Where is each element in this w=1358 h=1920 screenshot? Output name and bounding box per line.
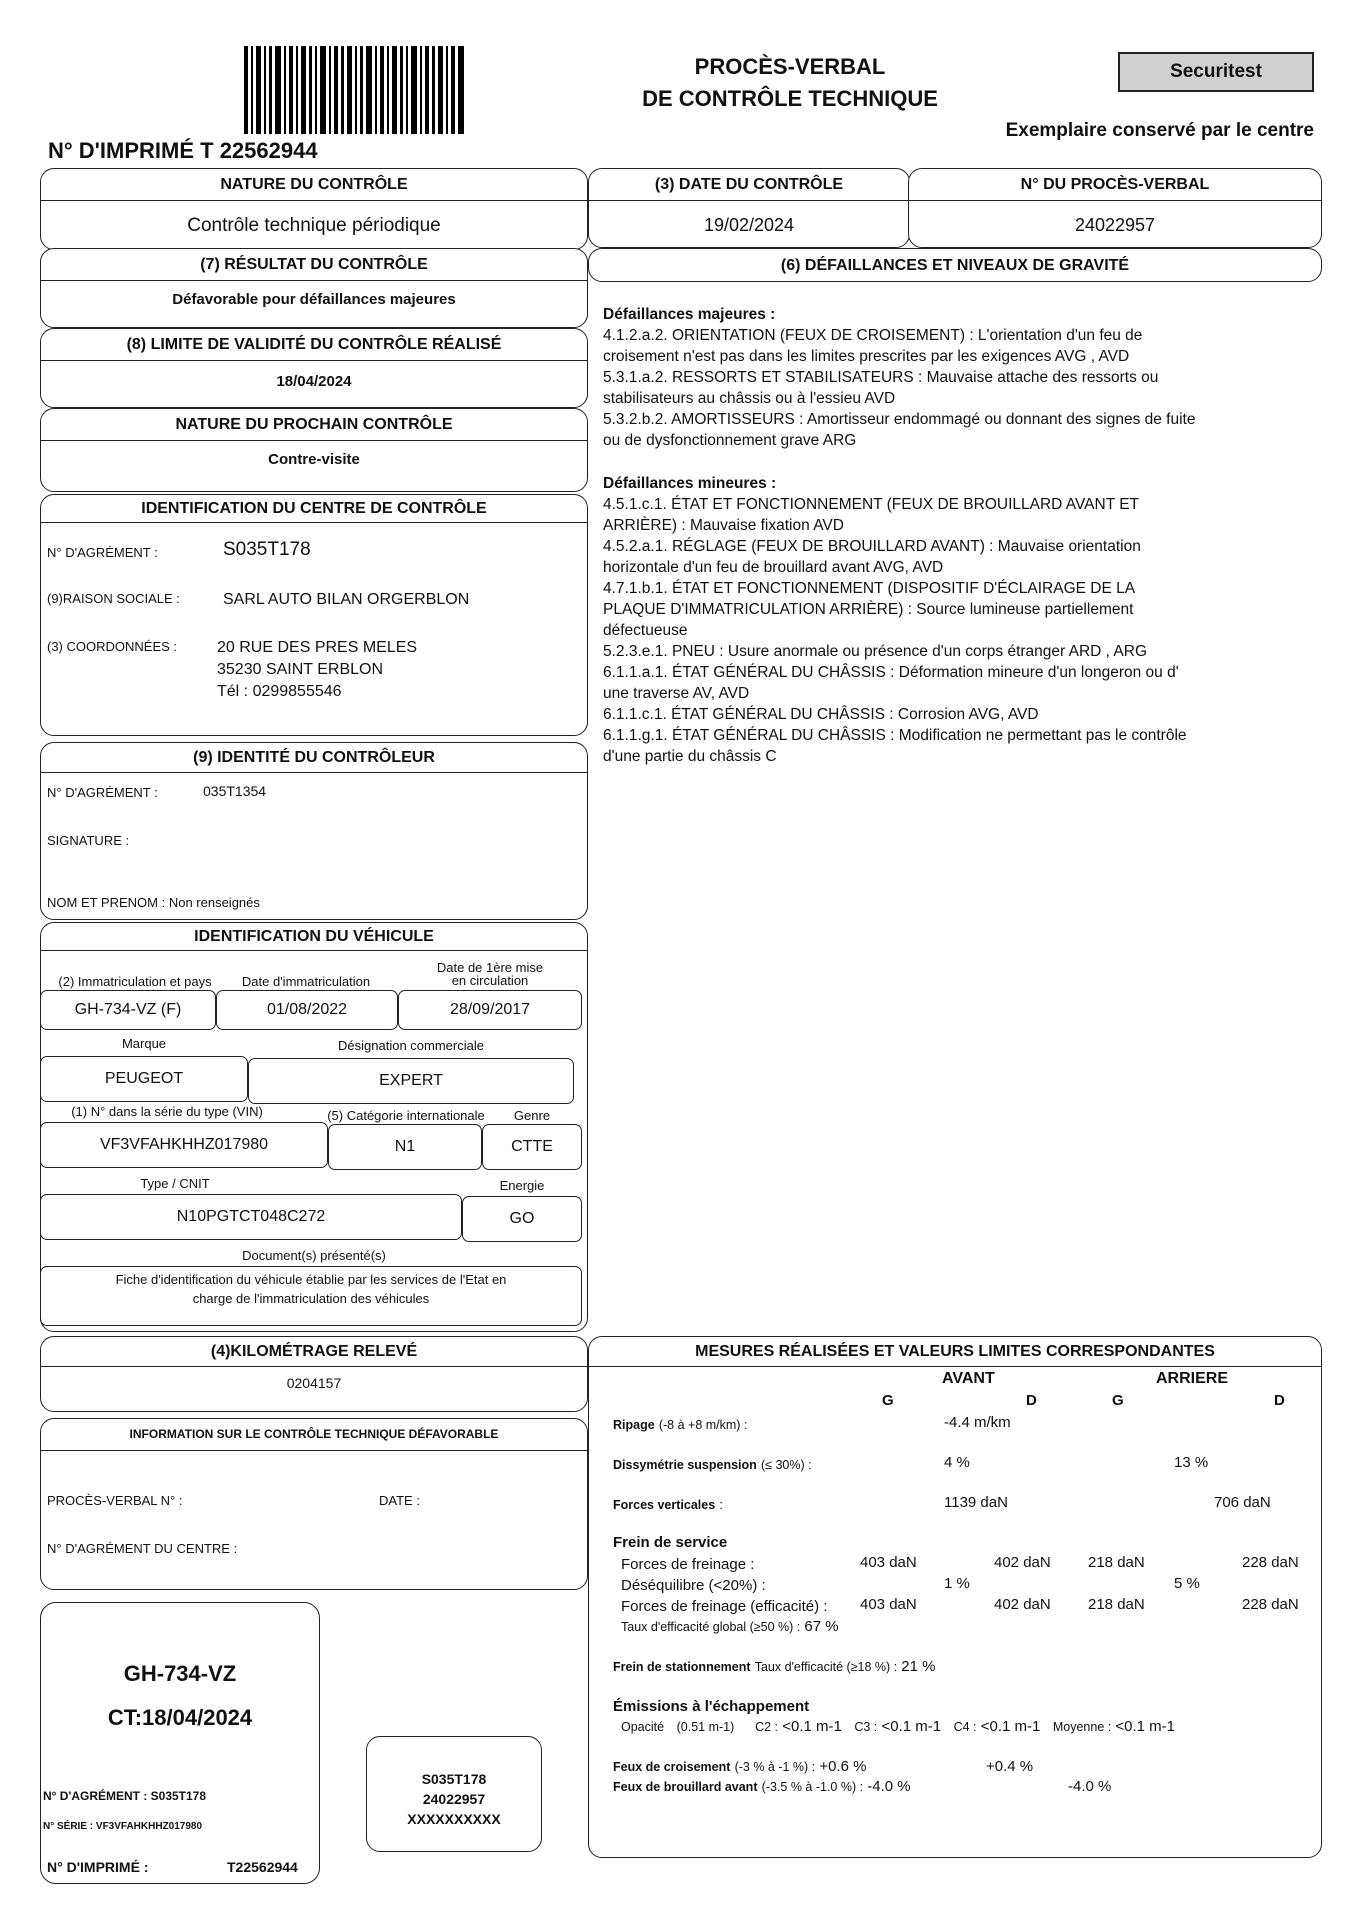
- ffe-avant-g: 403 daN: [860, 1596, 917, 1613]
- centre-agrement-label: N° D'AGRÉMENT :: [47, 545, 158, 560]
- document-title-line1: PROCÈS-VERBAL: [694, 54, 886, 79]
- mineure-line: 4.5.1.c.1. ÉTAT ET FONCTIONNEMENT (FEUX DE BROUILLARD AVANT ET: [603, 496, 1140, 513]
- desequilibre-arriere: 5 %: [1174, 1575, 1200, 1592]
- brand-box: Securitest: [1118, 52, 1314, 92]
- resultat-box: [40, 248, 588, 328]
- mineure-line: 4.5.2.a.1. RÉGLAGE (FEUX DE BROUILLARD AVANT) : Mauvaise orientation: [603, 538, 1141, 555]
- centre-raison-value: SARL AUTO BILAN ORGERBLON: [223, 591, 470, 608]
- designation-value: EXPERT: [248, 1058, 574, 1104]
- majeures-title: Défaillances majeures :: [603, 306, 776, 323]
- forces-verticales-avant: 1139 daN: [944, 1494, 1008, 1511]
- kilometrage-value: 0204157: [286, 1375, 342, 1391]
- documents-line1: Fiche d'identification du véhicule établie par les services de l'Etat en: [115, 1272, 507, 1287]
- mineure-line: 4.7.1.b.1. ÉTAT ET FONCTIONNEMENT (DISPOSITIF D'ÉCLAIRAGE DE LA: [603, 580, 1136, 597]
- energie-value: GO: [462, 1196, 582, 1242]
- arriere-header: ARRIERE: [1156, 1370, 1229, 1387]
- validite-value: 18/04/2024: [276, 373, 352, 390]
- opacite-row: Opacité (0.51 m-1) C2 : <0.1 m-1 C3 : <0.1 m-1 C4 : <0.1 m-1 Moyenne : <0.1 m-1: [621, 1718, 1176, 1735]
- vignette-imprime-label: N° D'IMPRIMÉ :: [47, 1859, 149, 1875]
- centre-address-line2: 35230 SAINT ERBLON: [217, 661, 384, 678]
- controleur-nom: NOM ET PRENOM : Non renseignés: [47, 895, 260, 910]
- document-title-line2: DE CONTRÔLE TECHNIQUE: [642, 86, 938, 111]
- date-immat-label: Date d'immatriculation: [241, 974, 371, 989]
- controleur-agrement-value: 035T1354: [203, 783, 267, 799]
- validite-header: (8) LIMITE DE VALIDITÉ DU CONTRÔLE RÉALISÉ: [41, 329, 587, 361]
- forces-freinage-label: Forces de freinage :: [621, 1556, 755, 1573]
- numero-pv-value: 24022957: [1074, 215, 1156, 235]
- avant-header: AVANT: [942, 1370, 995, 1387]
- col-arriere-d: D: [1274, 1392, 1285, 1409]
- ffe-arriere-g: 218 daN: [1088, 1596, 1145, 1613]
- centre-raison-label: (9)RAISON SOCIALE :: [47, 591, 180, 606]
- info-pv-label: PROCÈS-VERBAL N° :: [47, 1493, 183, 1508]
- info-defavorable-header: INFORMATION SUR LE CONTRÔLE TECHNIQUE DÉFAVORABLE: [41, 1419, 587, 1451]
- validite-box: [40, 328, 588, 408]
- forces-verticales-row: Forces verticales :: [613, 1498, 723, 1512]
- categorie-value: N1: [328, 1124, 482, 1170]
- mineure-line: 6.1.1.g.1. ÉTAT GÉNÉRAL DU CHÂSSIS : Modification ne permettant pas le contrôle: [603, 727, 1187, 744]
- stamp-code: XXXXXXXXXX: [407, 1811, 501, 1827]
- dissymetrie-row: Dissymétrie suspension (≤ 30%) :: [613, 1458, 812, 1472]
- ripage-row: Ripage (-8 à +8 m/km) :: [613, 1418, 748, 1432]
- prochain-controle-value: Contre-visite: [268, 451, 360, 468]
- energie-label: Energie: [499, 1178, 545, 1193]
- exemplaire-label: Exemplaire conservé par le centre: [1005, 120, 1314, 141]
- mineure-line: 5.2.3.e.1. PNEU : Usure anormale ou présence d'un corps étranger ARD , ARG: [603, 643, 1148, 660]
- immat-label: (2) Immatriculation et pays: [58, 974, 212, 989]
- desequilibre-label: Déséquilibre (<20%) :: [621, 1577, 766, 1594]
- col-avant-g: G: [882, 1392, 894, 1409]
- majeure-line: 5.3.2.b.2. AMORTISSEURS : Amortisseur endommagé ou donnant des signes de fuite: [603, 411, 1196, 428]
- controleur-box: [40, 742, 588, 920]
- nature-controle-box: [40, 168, 588, 250]
- stamp-pv: 24022957: [422, 1791, 486, 1807]
- feux-croisement-d: +0.4 %: [986, 1758, 1034, 1775]
- barcode: [244, 46, 464, 134]
- ffe-arriere-d: 228 daN: [1242, 1596, 1299, 1613]
- categorie-label: (5) Catégorie internationale: [327, 1108, 485, 1123]
- feux-brouillard-d: -4.0 %: [1068, 1778, 1112, 1795]
- controleur-signature-label: SIGNATURE :: [47, 833, 130, 848]
- genre-label: Genre: [513, 1108, 551, 1123]
- defaillances-list: [603, 304, 1323, 767]
- stamp-box: [366, 1736, 542, 1852]
- ripage-value: -4.4 m/km: [944, 1414, 1011, 1431]
- nature-controle-header: NATURE DU CONTRÔLE: [41, 169, 587, 201]
- numero-pv-box: [908, 168, 1322, 248]
- mineures-title: Défaillances mineures :: [603, 475, 777, 492]
- feux-croisement-row: Feux de croisement (-3 % à -1 %) : +0.6 %: [613, 1758, 867, 1775]
- numero-imprime: N° D'IMPRIMÉ T 22562944: [48, 138, 318, 163]
- kilometrage-box: [40, 1336, 588, 1412]
- majeure-line: 4.1.2.a.2. ORIENTATION (FEUX DE CROISEMENT) : L'orientation d'un feu de: [603, 327, 1143, 344]
- desequilibre-avant: 1 %: [944, 1575, 970, 1592]
- controleur-agrement-label: N° D'AGRÉMENT :: [47, 785, 158, 800]
- date-mec-label-line2: en circulation: [451, 973, 529, 988]
- feux-brouillard-row: Feux de brouillard avant (-3.5 % à -1.0 %) : -4.0 %: [613, 1778, 911, 1795]
- vignette-imprime-value: T22562944: [227, 1859, 298, 1875]
- prochain-controle-box: [40, 408, 588, 492]
- type-value: N10PGTCT048C272: [40, 1194, 462, 1240]
- ff-avant-d: 402 daN: [994, 1554, 1051, 1571]
- mineure-line: 6.1.1.c.1. ÉTAT GÉNÉRAL DU CHÂSSIS : Corrosion AVG, AVD: [603, 706, 1039, 723]
- type-label: Type / CNIT: [140, 1176, 210, 1191]
- nature-controle-value: Contrôle technique périodique: [187, 215, 441, 236]
- ff-arriere-d: 228 daN: [1242, 1554, 1299, 1571]
- mineure-line: défectueuse: [603, 622, 688, 639]
- centre-header: IDENTIFICATION DU CENTRE DE CONTRÔLE: [41, 495, 587, 523]
- centre-address-line1: 20 RUE DES PRES MELES: [217, 639, 418, 656]
- mesures-header: MESURES RÉALISÉES ET VALEURS LIMITES CORRESPONDANTES: [589, 1337, 1321, 1367]
- mineure-line: une traverse AV, AVD: [603, 685, 750, 702]
- mineure-line: d'une partie du châssis C: [603, 748, 777, 765]
- frein-service-title: Frein de service: [613, 1534, 728, 1551]
- frein-stationnement-row: Frein de stationnement Taux d'efficacité (≥18 %) : 21 %: [613, 1658, 936, 1675]
- resultat-value: Défavorable pour défaillances majeures: [172, 291, 456, 308]
- controleur-header: (9) IDENTITÉ DU CONTRÔLEUR: [41, 743, 587, 773]
- vignette-serie: N° SÉRIE : VF3VFAHKHHZ017980: [43, 1821, 203, 1832]
- documents-label: Document(s) présenté(s): [242, 1248, 386, 1263]
- centre-box: [40, 494, 588, 736]
- date-immat-value: 01/08/2022: [216, 990, 398, 1030]
- vignette-card: [40, 1602, 320, 1884]
- forces-verticales-arriere: 706 daN: [1214, 1494, 1271, 1511]
- kilometrage-header: (4)KILOMÉTRAGE RELEVÉ: [41, 1337, 587, 1367]
- designation-label: Désignation commerciale: [338, 1038, 484, 1053]
- col-avant-d: D: [1026, 1392, 1037, 1409]
- info-defavorable-box: [40, 1418, 588, 1590]
- resultat-header: (7) RÉSULTAT DU CONTRÔLE: [41, 249, 587, 281]
- taux-efficacite-row: Taux d'efficacité global (≥50 %) : 67 %: [621, 1618, 839, 1635]
- col-arriere-g: G: [1112, 1392, 1124, 1409]
- centre-agrement-value: S035T178: [223, 539, 311, 560]
- majeure-line: croisement n'est pas dans les limites prescrites par les exigences AVG , AVD: [603, 348, 1130, 365]
- date-controle-value: 19/02/2024: [703, 215, 795, 235]
- dissymetrie-arriere: 13 %: [1174, 1454, 1209, 1471]
- defaillances-header: (6) DÉFAILLANCES ET NIVEAUX DE GRAVITÉ: [780, 257, 1130, 274]
- centre-coord-label: (3) COORDONNÉES :: [47, 639, 178, 654]
- documents-line2: charge de l'immatriculation des véhicules: [192, 1291, 430, 1306]
- vignette-ct-date: CT:18/04/2024: [107, 1705, 253, 1730]
- mineure-line: PLAQUE D'IMMATRICULATION ARRIÈRE) : Source lumineuse partiellement: [603, 601, 1134, 618]
- numero-pv-header: N° DU PROCÈS-VERBAL: [909, 169, 1321, 201]
- dissymetrie-avant: 4 %: [944, 1454, 970, 1471]
- vehicule-header: IDENTIFICATION DU VÉHICULE: [41, 923, 587, 951]
- majeure-line: ou de dysfonctionnement grave ARG: [603, 432, 857, 449]
- ffe-avant-d: 402 daN: [994, 1596, 1051, 1613]
- ff-efficacite-label: Forces de freinage (efficacité) :: [621, 1598, 828, 1615]
- vin-value: VF3VFAHKHHZ017980: [40, 1122, 328, 1168]
- prochain-controle-header: NATURE DU PROCHAIN CONTRÔLE: [41, 409, 587, 441]
- mineure-line: horizontale d'un feu de brouillard avant AVG, AVD: [603, 559, 944, 576]
- marque-value: PEUGEOT: [40, 1056, 248, 1102]
- emissions-title: Émissions à l'échappement: [613, 1698, 810, 1715]
- genre-value: CTTE: [482, 1124, 582, 1170]
- vin-label: (1) N° dans la série du type (VIN): [71, 1104, 263, 1119]
- info-date-label: DATE :: [379, 1493, 420, 1508]
- ff-avant-g: 403 daN: [860, 1554, 917, 1571]
- vignette-agrement: N° D'AGRÉMENT : S035T178: [43, 1789, 207, 1803]
- majeure-line: stabilisateurs au châssis ou à l'essieu AVD: [603, 390, 896, 407]
- defaillances-box: [588, 248, 1322, 282]
- mineure-line: 6.1.1.a.1. ÉTAT GÉNÉRAL DU CHÂSSIS : Déformation mineure d'un longeron ou d': [603, 664, 1179, 681]
- marque-label: Marque: [121, 1036, 167, 1051]
- info-agrement-label: N° D'AGRÉMENT DU CENTRE :: [47, 1541, 238, 1556]
- date-mec-label-line1: Date de 1ère mise: [436, 960, 544, 975]
- date-controle-box: [588, 168, 910, 248]
- ff-arriere-g: 218 daN: [1088, 1554, 1145, 1571]
- date-mec-value: 28/09/2017: [398, 990, 582, 1030]
- majeure-line: 5.3.1.a.2. RESSORTS ET STABILISATEURS : Mauvaise attache des ressorts ou: [603, 369, 1159, 386]
- mineure-line: ARRIÈRE) : Mauvaise fixation AVD: [603, 517, 844, 534]
- immat-value: GH-734-VZ (F): [40, 990, 216, 1030]
- stamp-agrement: S035T178: [421, 1771, 487, 1787]
- centre-phone: Tél : 0299855546: [217, 683, 342, 700]
- date-controle-header: (3) DATE DU CONTRÔLE: [589, 169, 909, 201]
- vignette-plate: GH-734-VZ: [123, 1661, 237, 1686]
